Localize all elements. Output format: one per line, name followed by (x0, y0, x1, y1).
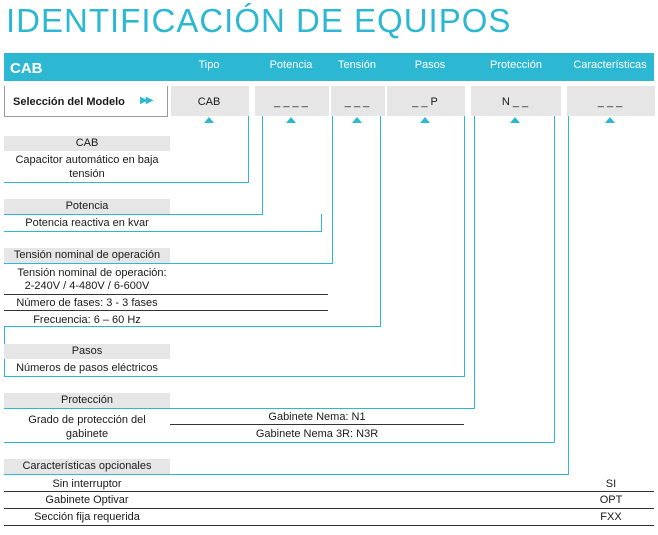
page-title: IDENTIFICACIÓN DE EQUIPOS (6, 2, 512, 39)
section-text-tension-frecuencia: Frecuencia: 6 – 60 Hz (33, 314, 141, 326)
header-cab-label: CAB (10, 60, 43, 77)
pointer-triangle-icon (605, 117, 615, 123)
header-bar (4, 53, 654, 81)
connector-line (4, 263, 333, 264)
section-header-tension: Tensión nominal de operación (4, 248, 170, 263)
connector-line (262, 116, 263, 214)
connector-line (4, 214, 263, 215)
code-value-pasos: _ _ P (412, 96, 438, 108)
pointer-triangle-icon (420, 117, 430, 123)
column-header-tension: Tensión (338, 59, 376, 71)
connector-line (4, 442, 555, 443)
connector-line (568, 116, 569, 474)
connector-line (4, 376, 465, 377)
code-value-caracteristicas: _ _ _ (597, 96, 623, 108)
column-header-pasos: Pasos (414, 59, 446, 71)
option-label-sin-interruptor: Sin interruptor (52, 478, 122, 490)
option-code-fxx: FXX (600, 511, 622, 523)
option-code-si: SI (605, 478, 617, 490)
pointer-triangle-icon (352, 117, 362, 123)
option-label-seccion-fija: Sección fija requerida (34, 511, 140, 523)
pointer-triangle-icon (204, 117, 214, 123)
section-text-cab-line1: Capacitor automático en baja (15, 154, 159, 166)
divider (4, 294, 328, 295)
divider (4, 525, 654, 526)
option-code-opt: OPT (599, 494, 623, 506)
section-text-pasos: Números de pasos eléctricos (16, 362, 158, 374)
connector-line (380, 116, 381, 326)
pointer-triangle-icon (286, 117, 296, 123)
section-text-proteccion-line1: Grado de protección del (28, 414, 146, 426)
connector-line (4, 474, 569, 475)
section-text-tension-line1: Tensión nominal de operación: (17, 267, 167, 279)
code-value-potencia: _ _ _ _ (274, 96, 308, 108)
option-label-gabinete-optivar: Gabinete Optivar (45, 494, 129, 506)
connector-line (248, 116, 249, 182)
section-header-caracteristicas: Características opcionales (4, 459, 170, 474)
connector-line (474, 116, 475, 408)
column-header-tipo: Tipo (198, 59, 220, 71)
connector-line (4, 182, 249, 183)
divider (170, 424, 464, 425)
section-header-cab: CAB (4, 136, 170, 151)
code-value-tipo: CAB (197, 96, 221, 108)
model-selector-label: Selección del Modelo (13, 96, 125, 108)
column-header-potencia: Potencia (269, 59, 313, 71)
section-header-potencia: Potencia (4, 199, 170, 214)
divider (4, 310, 328, 311)
connector-line (4, 408, 475, 409)
divider (4, 508, 654, 509)
section-header-proteccion: Protección (4, 393, 170, 408)
section-text-tension-line2: 2-240V / 4-480V / 6-600V (24, 280, 150, 292)
code-value-tension: _ _ _ (344, 96, 370, 108)
connector-line (554, 116, 555, 442)
column-header-proteccion: Protección (490, 59, 542, 71)
section-text-cab-line2: tensión (69, 168, 105, 180)
connector-line (321, 214, 322, 232)
column-header-caracteristicas: Características (573, 59, 647, 71)
section-text-proteccion-line2: gabinete (65, 428, 109, 440)
nema3r-option: Gabinete Nema 3R: N3R (255, 428, 379, 440)
pointer-triangle-icon (510, 117, 520, 123)
section-text-potencia: Potencia reactiva en kvar (25, 217, 149, 229)
double-arrow-icon: ▶▶ (140, 95, 152, 106)
connector-line (332, 116, 333, 263)
divider (4, 491, 654, 492)
connector-line (464, 116, 465, 376)
section-header-pasos: Pasos (4, 344, 170, 359)
section-text-tension-fases: Número de fases: 3 - 3 fases (16, 297, 158, 309)
connector-line (4, 231, 322, 232)
code-value-proteccion: N _ _ (501, 96, 529, 108)
nema1-option: Gabinete Nema: N1 (268, 411, 366, 423)
